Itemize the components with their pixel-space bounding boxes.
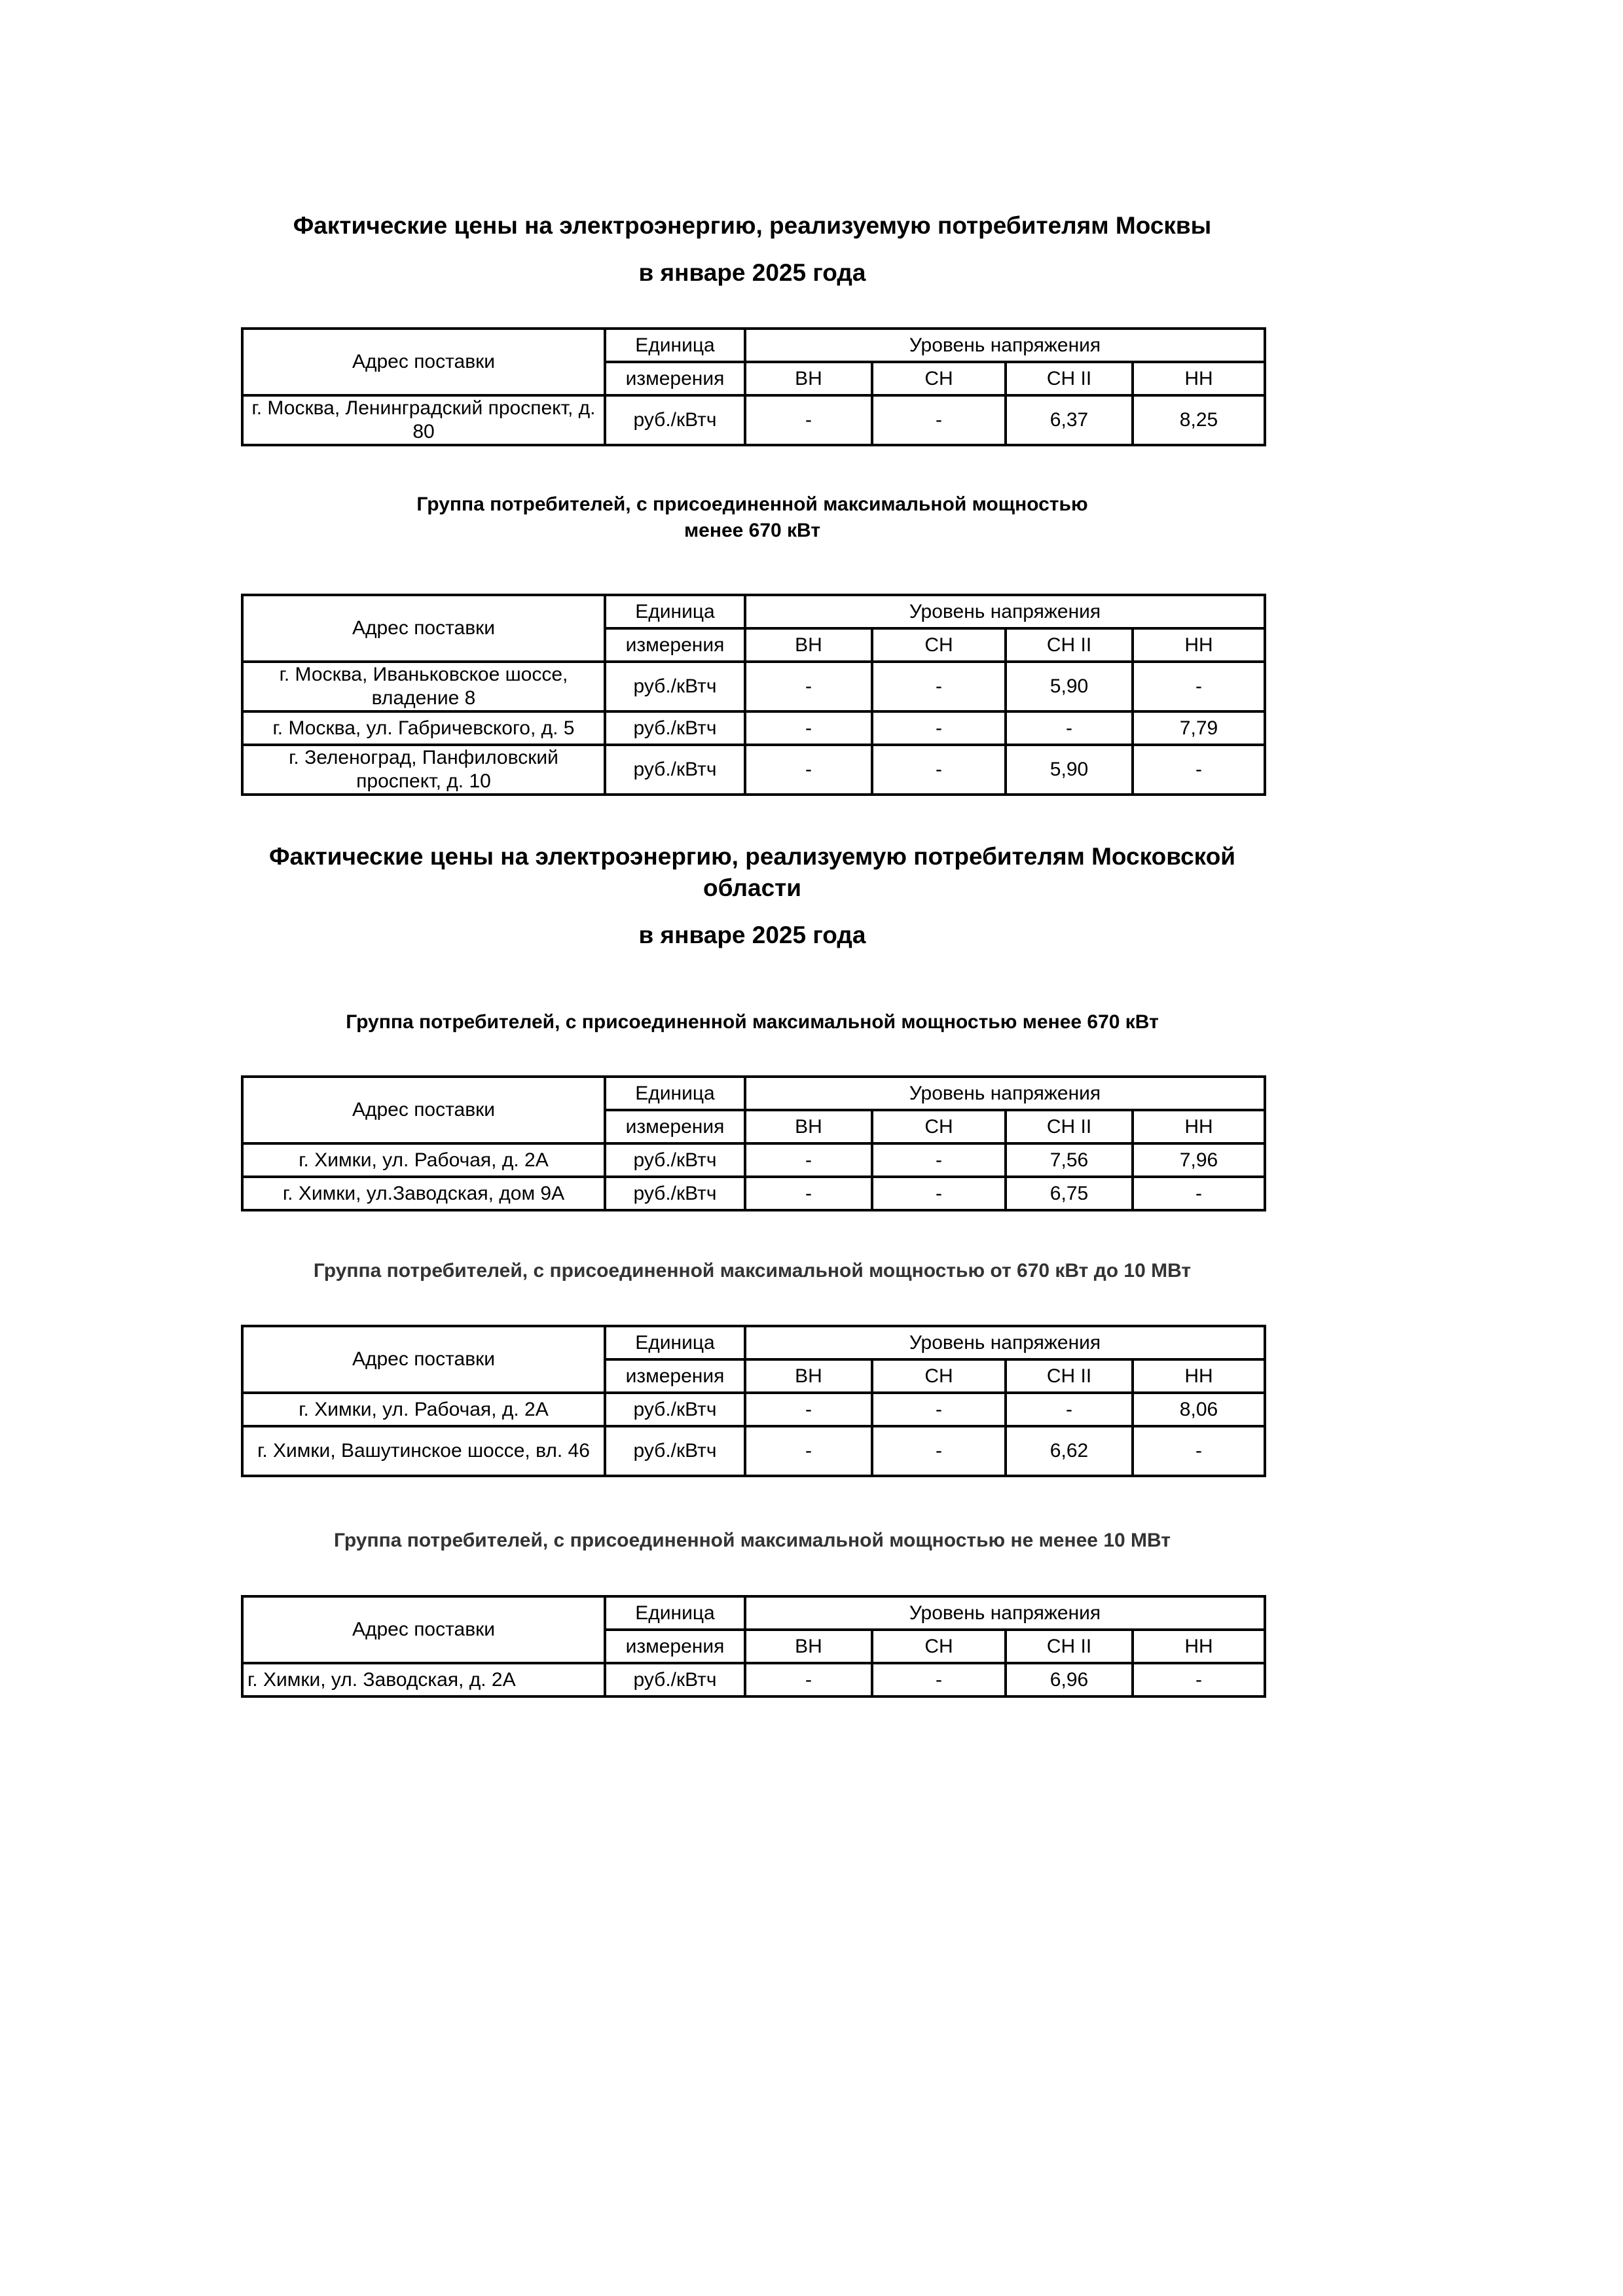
header-unit-line1: Единица [605, 1596, 745, 1630]
header-nn: НН [1133, 362, 1265, 395]
header-voltage: Уровень напряжения [745, 1326, 1265, 1359]
nn-cell: - [1133, 662, 1265, 711]
vn-cell: - [745, 1177, 872, 1210]
price-table-moscow-2 [241, 594, 1266, 796]
header-voltage: Уровень напряжения [745, 1077, 1265, 1110]
oblast-title-line1: Фактические цены на электроэнергию, реализуемую потребителям Московской [268, 843, 1236, 870]
nn-cell: 7,96 [1133, 1143, 1265, 1177]
header-unit-line2: измерения [605, 362, 745, 395]
sn-cell: - [872, 395, 1006, 445]
sn-cell: - [872, 1663, 1006, 1696]
header-unit-line1: Единица [605, 329, 745, 362]
sn-cell: - [872, 1177, 1006, 1210]
sn-cell: - [872, 1426, 1006, 1476]
vn-cell: - [745, 662, 872, 711]
header-sn2: СН II [1006, 1359, 1133, 1393]
header-address: Адрес поставки [242, 329, 605, 395]
price-table-oblast-1 [241, 1075, 1266, 1211]
vn-cell: - [745, 395, 872, 445]
header-sn2: СН II [1006, 1110, 1133, 1143]
sn2-cell: 5,90 [1006, 662, 1133, 711]
address-cell: г. Зеленоград, Панфиловский проспект, д. 10 [242, 745, 605, 795]
header-nn: НН [1133, 1110, 1265, 1143]
unit-cell: руб./кВтч [605, 395, 745, 445]
table-row [242, 1143, 1265, 1177]
header-address: Адрес поставки [242, 1326, 605, 1393]
table-row [242, 1393, 1265, 1426]
unit-cell: руб./кВтч [605, 1177, 745, 1210]
table-row [242, 662, 1265, 711]
unit-cell: руб./кВтч [605, 745, 745, 795]
header-vn: ВН [745, 628, 872, 662]
header-unit-line2: измерения [605, 1110, 745, 1143]
vn-cell: - [745, 1393, 872, 1426]
group-heading-line1: Группа потребителей, с присоединенной максимальной мощностью [416, 493, 1088, 515]
oblast-title-line3: в январе 2025 года [638, 922, 866, 948]
header-unit-line1: Единица [605, 1077, 745, 1110]
unit-cell: руб./кВтч [605, 1393, 745, 1426]
header-nn: НН [1133, 1359, 1265, 1393]
header-sn2: СН II [1006, 628, 1133, 662]
header-voltage: Уровень напряжения [745, 1596, 1265, 1630]
nn-cell: 8,06 [1133, 1393, 1265, 1426]
oblast-title-line2: области [702, 874, 802, 901]
price-table-oblast-2 [241, 1325, 1266, 1477]
table-row [242, 1663, 1265, 1696]
group-heading-line2: менее 670 кВт [684, 520, 821, 541]
vn-cell: - [745, 1426, 872, 1476]
unit-cell: руб./кВтч [605, 711, 745, 745]
sn2-cell: - [1006, 1393, 1133, 1426]
nn-cell: 7,79 [1133, 711, 1265, 745]
header-unit-line1: Единица [605, 595, 745, 628]
header-vn: ВН [745, 1110, 872, 1143]
header-address: Адрес поставки [242, 1077, 605, 1143]
group-heading: Группа потребителей, с присоединенной максимальной мощностью менее 670 кВт [346, 1011, 1159, 1033]
sn2-cell: 6,75 [1006, 1177, 1133, 1210]
header-sn: СН [872, 362, 1006, 395]
sn2-cell: - [1006, 711, 1133, 745]
nn-cell: - [1133, 1426, 1265, 1476]
nn-cell: - [1133, 1177, 1265, 1210]
unit-cell: руб./кВтч [605, 1663, 745, 1696]
vn-cell: - [745, 711, 872, 745]
header-sn: СН [872, 1630, 1006, 1663]
header-unit-line2: измерения [605, 1630, 745, 1663]
sn2-cell: 6,37 [1006, 395, 1133, 445]
header-voltage: Уровень напряжения [745, 329, 1265, 362]
sn-cell: - [872, 711, 1006, 745]
sn2-cell: 7,56 [1006, 1143, 1133, 1177]
nn-cell: 8,25 [1133, 395, 1265, 445]
vn-cell: - [745, 1143, 872, 1177]
header-nn: НН [1133, 628, 1265, 662]
price-table-oblast-3 [241, 1595, 1266, 1698]
header-voltage: Уровень напряжения [745, 595, 1265, 628]
sn2-cell: 6,96 [1006, 1663, 1133, 1696]
table-row [242, 1177, 1265, 1210]
header-sn2: СН II [1006, 362, 1133, 395]
nn-cell: - [1133, 1663, 1265, 1696]
unit-cell: руб./кВтч [605, 1143, 745, 1177]
header-unit-line1: Единица [605, 1326, 745, 1359]
price-table-moscow-1 [241, 327, 1266, 446]
sn-cell: - [872, 662, 1006, 711]
address-cell: г. Москва, Ленинградский проспект, д. 80 [242, 395, 605, 445]
header-unit-line2: измерения [605, 628, 745, 662]
sn-cell: - [872, 745, 1006, 795]
header-nn: НН [1133, 1630, 1265, 1663]
sn2-cell: 5,90 [1006, 745, 1133, 795]
table-row [242, 711, 1265, 745]
header-sn: СН [872, 628, 1006, 662]
moscow-title-line1: Фактические цены на электроэнергию, реализуемую потребителям Москвы [293, 212, 1212, 239]
sn-cell: - [872, 1393, 1006, 1426]
table-row [242, 1426, 1265, 1476]
header-vn: ВН [745, 1630, 872, 1663]
address-cell: г. Химки, ул. Рабочая, д. 2А [242, 1393, 605, 1426]
header-sn: СН [872, 1110, 1006, 1143]
group-heading: Группа потребителей, с присоединенной максимальной мощностью от 670 кВт до 10 МВт [313, 1260, 1192, 1282]
header-sn: СН [872, 1359, 1006, 1393]
address-cell: г. Москва, ул. Габричевского, д. 5 [242, 711, 605, 745]
header-address: Адрес поставки [242, 1596, 605, 1663]
header-address: Адрес поставки [242, 595, 605, 662]
address-cell: г. Химки, ул. Заводская, д. 2А [242, 1663, 605, 1696]
header-vn: ВН [745, 1359, 872, 1393]
header-sn2: СН II [1006, 1630, 1133, 1663]
address-cell: г. Химки, ул.Заводская, дом 9А [242, 1177, 605, 1210]
unit-cell: руб./кВтч [605, 662, 745, 711]
unit-cell: руб./кВтч [605, 1426, 745, 1476]
header-vn: ВН [745, 362, 872, 395]
moscow-title-line2: в январе 2025 года [638, 259, 866, 286]
table-row [242, 745, 1265, 795]
address-cell: г. Химки, Вашутинское шоссе, вл. 46 [242, 1426, 605, 1476]
table-row [242, 395, 1265, 445]
vn-cell: - [745, 1663, 872, 1696]
group-heading: Группа потребителей, с присоединенной максимальной мощностью не менее 10 МВт [334, 1530, 1171, 1551]
address-cell: г. Москва, Иваньковское шоссе, владение 8 [242, 662, 605, 711]
sn2-cell: 6,62 [1006, 1426, 1133, 1476]
address-cell: г. Химки, ул. Рабочая, д. 2А [242, 1143, 605, 1177]
header-unit-line2: измерения [605, 1359, 745, 1393]
sn-cell: - [872, 1143, 1006, 1177]
vn-cell: - [745, 745, 872, 795]
nn-cell: - [1133, 745, 1265, 795]
